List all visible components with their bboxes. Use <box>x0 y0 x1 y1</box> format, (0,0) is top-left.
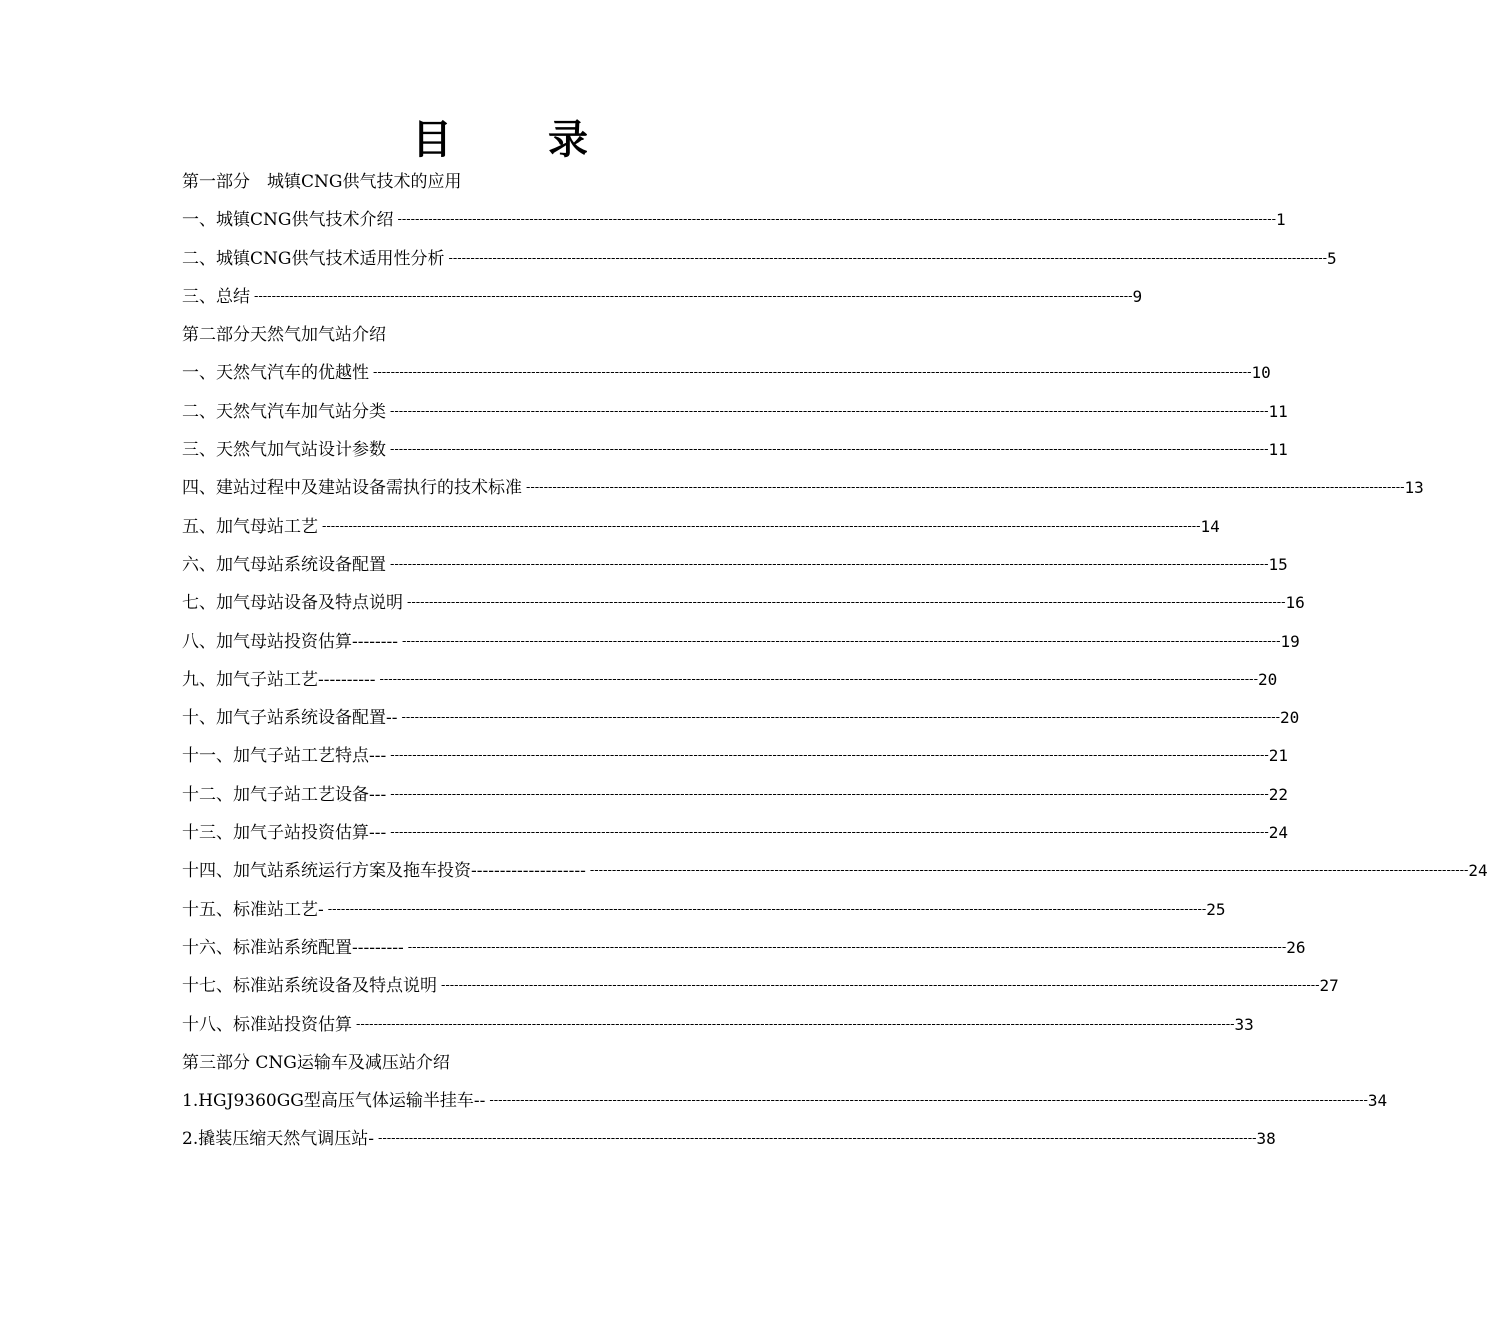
toc-label: 一、城镇CNG供气技术介绍 <box>182 210 394 231</box>
toc-label: 十七、标准站系统设备及特点说明 <box>182 976 437 997</box>
toc-page-number: 16 <box>1285 593 1305 613</box>
toc-label: 十五、标准站工艺- <box>182 899 324 920</box>
toc-label: 二、天然气汽车加气站分类 <box>182 401 386 422</box>
toc-label: 十、加气子站系统设备配置-- <box>182 708 398 729</box>
toc-page-number: 11 <box>1268 440 1288 460</box>
toc-dot-leader: -------------------------------------------------------------------------------------------------------------------------------------------------------------------------------------------------------- <box>397 212 1276 228</box>
toc-page-number: 20 <box>1257 669 1278 689</box>
toc-dot-leader: -------------------------------------------------------------------------------------------------------------------------------------------------------------------------------------------------------- <box>390 748 1269 764</box>
toc-label: 九、加气子站工艺---------- <box>182 669 376 690</box>
toc-page-number: 24 <box>1268 823 1289 843</box>
toc-entry[interactable] <box>182 852 1488 890</box>
toc-entry[interactable] <box>182 584 1305 622</box>
toc-page-number: 11 <box>1268 401 1288 421</box>
toc-page-number: 9 <box>1132 286 1143 306</box>
toc-dot-leader: -------------------------------------------------------------------------------------------------------------------------------------------------------------------------------------------------------- <box>254 288 1133 304</box>
toc-dot-leader: -------------------------------------------------------------------------------------------------------------------------------------------------------------------------------------------------------- <box>390 442 1269 458</box>
toc-label: 十八、标准站投资估算 <box>182 1014 352 1035</box>
toc-section-heading <box>182 316 797 354</box>
toc-label: 十二、加气子站工艺设备--- <box>182 784 387 805</box>
toc-page-number: 34 <box>1367 1091 1388 1111</box>
toc-entry[interactable] <box>182 431 1288 469</box>
toc-dot-leader: -------------------------------------------------------------------------------------------------------------------------------------------------------------------------------------------------------- <box>390 556 1269 572</box>
toc-entry[interactable] <box>182 240 1337 278</box>
toc-page-number: 21 <box>1268 746 1289 766</box>
toc-label: 十三、加气子站投资估算--- <box>182 823 387 844</box>
toc-dot-leader: -------------------------------------------------------------------------------------------------------------------------------------------------------------------------------------------------------- <box>356 1016 1235 1032</box>
toc-label: 第二部分天然气加气站介绍 <box>182 325 386 346</box>
toc-page-number: 15 <box>1268 554 1288 574</box>
toc-page-number: 24 <box>1468 861 1488 881</box>
toc-entry[interactable] <box>182 1120 1276 1158</box>
table-of-contents <box>182 163 1488 1159</box>
toc-label: 第三部分 CNG运输车及减压站介绍 <box>182 1052 450 1073</box>
toc-page-number: 14 <box>1200 516 1220 536</box>
toc-page-number: 33 <box>1234 1014 1254 1034</box>
toc-dot-leader: -------------------------------------------------------------------------------------------------------------------------------------------------------------------------------------------------------- <box>407 939 1287 955</box>
toc-label: 四、建站过程中及建站设备需执行的技术标准 <box>182 478 522 499</box>
title-char-2: 录 <box>548 116 588 163</box>
toc-dot-leader: -------------------------------------------------------------------------------------------------------------------------------------------------------------------------------------------------------- <box>373 365 1252 381</box>
toc-label: 六、加气母站系统设备配置 <box>182 554 386 575</box>
toc-dot-leader: -------------------------------------------------------------------------------------------------------------------------------------------------------------------------------------------------------- <box>448 250 1327 266</box>
toc-dot-leader: -------------------------------------------------------------------------------------------------------------------------------------------------------------------------------------------------------- <box>407 595 1286 611</box>
toc-entry[interactable] <box>182 508 1220 546</box>
page-title <box>0 112 1000 168</box>
toc-dot-leader: -------------------------------------------------------------------------------------------------------------------------------------------------------------------------------------------------------- <box>589 863 1469 879</box>
toc-page-number: 25 <box>1206 899 1226 919</box>
toc-dot-leader: -------------------------------------------------------------------------------------------------------------------------------------------------------------------------------------------------------- <box>327 901 1207 917</box>
toc-dot-leader: -------------------------------------------------------------------------------------------------------------------------------------------------------------------------------------------------------- <box>322 518 1201 534</box>
toc-label: 八、加气母站投资估算-------- <box>182 631 398 652</box>
toc-label: 二、城镇CNG供气技术适用性分析 <box>182 248 445 269</box>
toc-label: 2.撬装压缩天然气调压站- <box>182 1129 374 1150</box>
toc-label: 三、总结 <box>182 286 250 307</box>
toc-entry[interactable] <box>182 737 1289 775</box>
toc-dot-leader: -------------------------------------------------------------------------------------------------------------------------------------------------------------------------------------------------------- <box>401 710 1281 726</box>
toc-entry[interactable] <box>182 1082 1388 1120</box>
toc-dot-leader: -------------------------------------------------------------------------------------------------------------------------------------------------------------------------------------------------------- <box>390 786 1269 802</box>
toc-label: 七、加气母站设备及特点说明 <box>182 593 403 614</box>
toc-entry[interactable] <box>182 354 1271 392</box>
toc-label: 三、天然气加气站设计参数 <box>182 440 386 461</box>
toc-entry[interactable] <box>182 661 1278 699</box>
toc-entry[interactable] <box>182 699 1300 737</box>
toc-dot-leader: -------------------------------------------------------------------------------------------------------------------------------------------------------------------------------------------------------- <box>441 978 1320 994</box>
toc-entry[interactable] <box>182 967 1339 1005</box>
toc-page-number: 10 <box>1251 363 1271 383</box>
toc-entry[interactable] <box>182 623 1300 661</box>
toc-entry[interactable] <box>182 278 1143 316</box>
toc-page-number: 5 <box>1326 248 1337 268</box>
toc-entry[interactable] <box>182 201 1286 239</box>
toc-entry[interactable] <box>182 776 1289 814</box>
toc-entry[interactable] <box>182 393 1288 431</box>
toc-dot-leader: -------------------------------------------------------------------------------------------------------------------------------------------------------------------------------------------------------- <box>377 1131 1257 1147</box>
toc-label: 第一部分 城镇CNG供气技术的应用 <box>182 172 462 192</box>
toc-page-number: 38 <box>1256 1129 1276 1149</box>
toc-label: 十一、加气子站工艺特点--- <box>182 746 387 767</box>
toc-page-number: 26 <box>1286 937 1306 957</box>
toc-page-number: 20 <box>1280 708 1300 728</box>
toc-entry[interactable] <box>182 469 1424 507</box>
toc-entry[interactable] <box>182 814 1289 852</box>
toc-entry[interactable] <box>182 546 1288 584</box>
toc-page-number: 22 <box>1268 784 1289 804</box>
toc-page-number: 1 <box>1275 210 1286 230</box>
toc-dot-leader: -------------------------------------------------------------------------------------------------------------------------------------------------------------------------------------------------------- <box>489 1093 1368 1109</box>
toc-dot-leader: -------------------------------------------------------------------------------------------------------------------------------------------------------------------------------------------------------- <box>379 671 1258 687</box>
toc-dot-leader: -------------------------------------------------------------------------------------------------------------------------------------------------------------------------------------------------------- <box>401 633 1281 649</box>
toc-section-heading <box>182 1044 797 1082</box>
toc-section-heading <box>182 163 797 201</box>
toc-label: 1.HGJ9360GG型高压气体运输半挂车-- <box>182 1091 486 1112</box>
toc-page-number: 19 <box>1280 631 1300 651</box>
title-char-1: 目 <box>412 116 452 163</box>
toc-label: 十六、标准站系统配置--------- <box>182 937 404 958</box>
toc-label: 五、加气母站工艺 <box>182 516 318 537</box>
toc-label: 十四、加气站系统运行方案及拖车投资-------------------- <box>182 861 586 882</box>
toc-dot-leader: -------------------------------------------------------------------------------------------------------------------------------------------------------------------------------------------------------- <box>390 403 1269 419</box>
toc-page-number: 27 <box>1319 976 1339 996</box>
toc-entry[interactable] <box>182 891 1226 929</box>
toc-entry[interactable] <box>182 929 1306 967</box>
toc-dot-leader: -------------------------------------------------------------------------------------------------------------------------------------------------------------------------------------------------------- <box>526 480 1405 496</box>
toc-label: 一、天然气汽车的优越性 <box>182 363 369 384</box>
toc-entry[interactable] <box>182 1006 1254 1044</box>
toc-dot-leader: -------------------------------------------------------------------------------------------------------------------------------------------------------------------------------------------------------- <box>390 825 1269 841</box>
toc-page-number: 13 <box>1404 478 1424 498</box>
